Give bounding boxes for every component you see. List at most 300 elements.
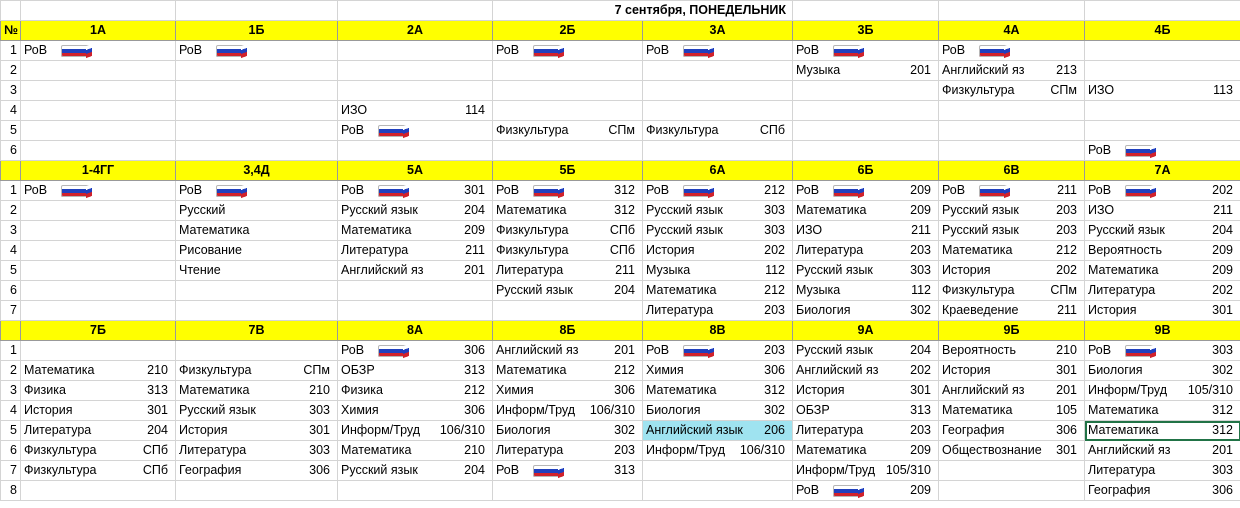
lesson-cell[interactable] <box>338 181 493 201</box>
lesson-number[interactable]: 6 <box>1 441 21 461</box>
lesson-content <box>942 421 1081 440</box>
lesson-cell[interactable] <box>939 481 1085 501</box>
lesson-cell[interactable] <box>793 361 939 381</box>
lesson-cell[interactable] <box>643 61 793 81</box>
subject-name: Химия <box>341 403 379 417</box>
lesson-cell[interactable] <box>338 201 493 221</box>
lesson-cell[interactable] <box>176 101 338 121</box>
lesson-cell[interactable] <box>793 141 939 161</box>
lesson-cell[interactable] <box>21 181 176 201</box>
lesson-content <box>24 181 172 200</box>
subject-name: Литература <box>646 303 714 317</box>
lesson-cell[interactable] <box>21 381 176 401</box>
subject-name: РоВ <box>341 183 365 197</box>
lesson-cell[interactable] <box>21 341 176 361</box>
lesson-cell[interactable] <box>493 61 643 81</box>
lesson-cell[interactable] <box>493 341 643 361</box>
lesson-cell[interactable] <box>338 301 493 321</box>
cell[interactable] <box>939 1 1085 21</box>
lesson-cell[interactable] <box>176 481 338 501</box>
lesson-cell[interactable] <box>793 341 939 361</box>
class-header-1[interactable]: 1-4ГГ <box>21 161 176 181</box>
lesson-cell[interactable] <box>939 381 1085 401</box>
room-number: 313 <box>147 383 168 397</box>
class-header-4[interactable]: 8Б <box>493 321 643 341</box>
lesson-cell[interactable] <box>21 61 176 81</box>
class-header-6[interactable]: 6Б <box>793 161 939 181</box>
lesson-cell[interactable] <box>21 461 176 481</box>
lesson-cell[interactable] <box>338 221 493 241</box>
lesson-cell[interactable] <box>939 121 1085 141</box>
lesson-cell[interactable] <box>176 201 338 221</box>
lesson-cell[interactable] <box>176 81 338 101</box>
lesson-cell[interactable] <box>939 41 1085 61</box>
lesson-cell[interactable] <box>939 141 1085 161</box>
lesson-cell[interactable] <box>1085 241 1240 261</box>
lesson-cell[interactable] <box>176 141 338 161</box>
lesson-cell[interactable] <box>176 121 338 141</box>
row-number-header[interactable]: № <box>1 21 21 41</box>
lesson-cell[interactable] <box>21 301 176 321</box>
lesson-cell[interactable] <box>1085 261 1240 281</box>
lesson-cell[interactable] <box>643 81 793 101</box>
lesson-content <box>179 41 334 60</box>
lesson-number[interactable]: 6 <box>1 141 21 161</box>
room-number: 203 <box>1056 223 1077 237</box>
lesson-cell[interactable] <box>21 141 176 161</box>
lesson-cell[interactable] <box>1085 221 1240 241</box>
subject-name: Математика <box>179 383 250 397</box>
lesson-cell[interactable] <box>338 41 493 61</box>
room-number: 306 <box>1056 423 1077 437</box>
lesson-cell[interactable] <box>939 221 1085 241</box>
room-number: 301 <box>464 183 485 197</box>
lesson-content <box>646 281 789 300</box>
subject-name: Информ/Труд <box>1088 383 1168 397</box>
room-number: 306 <box>1212 483 1233 497</box>
room-number: 204 <box>910 343 931 357</box>
lesson-cell[interactable] <box>493 81 643 101</box>
lesson-cell[interactable] <box>493 221 643 241</box>
class-header-5[interactable]: 8В <box>643 321 793 341</box>
subject-name: География <box>179 463 242 477</box>
room-number: 206 <box>764 423 785 437</box>
lesson-content <box>341 201 489 220</box>
lesson-cell[interactable] <box>793 201 939 221</box>
lesson-cell[interactable] <box>338 281 493 301</box>
lesson-cell[interactable] <box>939 301 1085 321</box>
class-header-1[interactable]: 7Б <box>21 321 176 341</box>
lesson-cell[interactable] <box>793 181 939 201</box>
lesson-cell[interactable] <box>939 441 1085 461</box>
lesson-row <box>1 361 1240 381</box>
lesson-cell[interactable] <box>338 361 493 381</box>
lesson-cell[interactable] <box>338 421 493 441</box>
class-header-2[interactable]: 3,4Д <box>176 161 338 181</box>
lesson-cell[interactable] <box>643 341 793 361</box>
lesson-cell[interactable] <box>793 401 939 421</box>
lesson-cell[interactable] <box>176 461 338 481</box>
lesson-cell[interactable] <box>21 101 176 121</box>
russian-flag-icon <box>216 45 246 57</box>
lesson-cell[interactable] <box>643 461 793 481</box>
lesson-cell[interactable] <box>338 401 493 421</box>
lesson-cell[interactable] <box>493 241 643 261</box>
lesson-cell[interactable] <box>1085 361 1240 381</box>
lesson-number[interactable]: 3 <box>1 381 21 401</box>
room-number: 209 <box>910 183 931 197</box>
lesson-cell[interactable] <box>939 361 1085 381</box>
lesson-cell[interactable] <box>493 141 643 161</box>
lesson-cell[interactable] <box>939 421 1085 441</box>
lesson-cell[interactable] <box>176 261 338 281</box>
lesson-cell[interactable] <box>793 121 939 141</box>
russian-flag-icon <box>683 45 713 57</box>
class-header-5[interactable]: 6А <box>643 161 793 181</box>
lesson-content <box>24 41 172 60</box>
lesson-number[interactable]: 7 <box>1 461 21 481</box>
class-header-3[interactable]: 8А <box>338 321 493 341</box>
lesson-cell[interactable] <box>793 81 939 101</box>
room-number: 313 <box>464 363 485 377</box>
lesson-cell[interactable] <box>493 121 643 141</box>
lesson-cell[interactable] <box>21 361 176 381</box>
lesson-cell[interactable] <box>1085 81 1240 101</box>
lesson-content <box>179 421 334 440</box>
lesson-cell[interactable] <box>643 241 793 261</box>
lesson-cell[interactable] <box>493 461 643 481</box>
lesson-cell[interactable] <box>493 481 643 501</box>
class-header-7[interactable]: 6В <box>939 161 1085 181</box>
class-header-5[interactable]: 3А <box>643 21 793 41</box>
room-number: 209 <box>464 223 485 237</box>
lesson-number[interactable]: 6 <box>1 281 21 301</box>
lesson-cell[interactable] <box>338 81 493 101</box>
lesson-cell[interactable] <box>939 401 1085 421</box>
page-title[interactable]: 7 сентября, ПОНЕДЕЛЬНИК <box>493 1 793 21</box>
lesson-cell[interactable] <box>21 281 176 301</box>
room-number: 204 <box>464 463 485 477</box>
lesson-row <box>1 41 1240 61</box>
lesson-cell[interactable] <box>1085 461 1240 481</box>
subject-name: История <box>942 263 991 277</box>
cell[interactable] <box>176 1 338 21</box>
room-number: 202 <box>764 243 785 257</box>
lesson-cell[interactable] <box>338 101 493 121</box>
room-number: 211 <box>1213 203 1233 217</box>
lesson-cell[interactable] <box>338 121 493 141</box>
lesson-content <box>341 241 489 260</box>
lesson-cell[interactable] <box>1085 281 1240 301</box>
lesson-cell[interactable] <box>643 221 793 241</box>
subject-name: Физика <box>341 383 383 397</box>
lesson-cell[interactable] <box>21 421 176 441</box>
room-number: 313 <box>614 463 635 477</box>
class-header-3[interactable]: 2А <box>338 21 493 41</box>
lesson-cell[interactable] <box>643 281 793 301</box>
room-number: 301 <box>1056 363 1077 377</box>
row-number-header[interactable] <box>1 321 21 341</box>
room-number: 301 <box>309 423 330 437</box>
lesson-cell[interactable] <box>493 101 643 121</box>
lesson-cell[interactable] <box>939 341 1085 361</box>
lesson-cell[interactable] <box>1085 421 1240 441</box>
lesson-cell[interactable] <box>176 421 338 441</box>
lesson-cell[interactable] <box>176 181 338 201</box>
lesson-cell[interactable] <box>21 221 176 241</box>
lesson-cell[interactable] <box>493 401 643 421</box>
room-number: 203 <box>910 243 931 257</box>
lesson-cell[interactable] <box>176 281 338 301</box>
lesson-cell[interactable] <box>643 181 793 201</box>
lesson-cell[interactable] <box>643 201 793 221</box>
class-header-8[interactable]: 9В <box>1085 321 1240 341</box>
subject-name: Русский язык <box>341 463 418 477</box>
lesson-cell[interactable] <box>493 201 643 221</box>
room-number: 201 <box>910 63 931 77</box>
lesson-cell[interactable] <box>493 281 643 301</box>
lesson-cell[interactable] <box>493 361 643 381</box>
lesson-cell[interactable] <box>939 461 1085 481</box>
lesson-cell[interactable] <box>493 41 643 61</box>
lesson-cell[interactable] <box>1085 381 1240 401</box>
lesson-cell[interactable] <box>793 301 939 321</box>
lesson-cell[interactable] <box>939 201 1085 221</box>
lesson-content <box>341 441 489 460</box>
subject-name: Информ/Труд <box>796 463 876 477</box>
lesson-cell[interactable] <box>939 181 1085 201</box>
lesson-cell[interactable] <box>643 361 793 381</box>
lesson-cell[interactable] <box>643 41 793 61</box>
lesson-cell[interactable] <box>793 381 939 401</box>
lesson-content <box>496 241 639 260</box>
class-header-6[interactable]: 9А <box>793 321 939 341</box>
lesson-number[interactable]: 1 <box>1 181 21 201</box>
lesson-cell[interactable] <box>643 101 793 121</box>
lesson-number[interactable]: 2 <box>1 61 21 81</box>
lesson-cell[interactable] <box>1085 41 1240 61</box>
lesson-cell[interactable] <box>643 421 793 441</box>
class-header-6[interactable]: 3Б <box>793 21 939 41</box>
lesson-cell[interactable] <box>21 441 176 461</box>
lesson-number[interactable]: 4 <box>1 101 21 121</box>
lesson-number[interactable]: 5 <box>1 261 21 281</box>
subject-name: Математика <box>341 443 412 457</box>
lesson-cell[interactable] <box>793 441 939 461</box>
room-number: 105 <box>1056 403 1077 417</box>
class-header-7[interactable]: 4А <box>939 21 1085 41</box>
lesson-content <box>1088 481 1237 500</box>
lesson-cell[interactable] <box>338 61 493 81</box>
lesson-cell[interactable] <box>643 121 793 141</box>
lesson-content <box>796 361 935 380</box>
row-number-header[interactable] <box>1 161 21 181</box>
lesson-cell[interactable] <box>176 241 338 261</box>
lesson-content <box>1088 181 1237 200</box>
class-header-3[interactable]: 5А <box>338 161 493 181</box>
lesson-cell[interactable] <box>793 281 939 301</box>
lesson-cell[interactable] <box>21 81 176 101</box>
class-header-1[interactable]: 1А <box>21 21 176 41</box>
subject-name: Литература <box>179 443 247 457</box>
lesson-content <box>341 401 489 420</box>
lesson-cell[interactable] <box>939 241 1085 261</box>
room-number: 213 <box>1056 63 1077 77</box>
lesson-cell[interactable] <box>1085 301 1240 321</box>
lesson-cell[interactable] <box>21 401 176 421</box>
lesson-cell[interactable] <box>21 41 176 61</box>
lesson-content <box>496 201 639 220</box>
room-number: 211 <box>1057 183 1077 197</box>
class-header-4[interactable]: 2Б <box>493 21 643 41</box>
class-header-7[interactable]: 9Б <box>939 321 1085 341</box>
lesson-cell[interactable] <box>1085 341 1240 361</box>
lesson-number[interactable]: 1 <box>1 341 21 361</box>
lesson-cell[interactable] <box>793 261 939 281</box>
lesson-cell[interactable] <box>338 461 493 481</box>
lesson-cell[interactable] <box>1085 481 1240 501</box>
lesson-cell[interactable] <box>21 481 176 501</box>
lesson-number[interactable]: 2 <box>1 201 21 221</box>
lesson-cell[interactable] <box>793 421 939 441</box>
lesson-cell[interactable] <box>939 101 1085 121</box>
subject-name: РоВ <box>1088 183 1112 197</box>
lesson-number[interactable]: 5 <box>1 121 21 141</box>
lesson-cell[interactable] <box>176 41 338 61</box>
room-number: 312 <box>764 383 785 397</box>
lesson-cell[interactable] <box>939 61 1085 81</box>
lesson-cell[interactable] <box>176 381 338 401</box>
lesson-cell[interactable] <box>1085 441 1240 461</box>
lesson-number[interactable]: 4 <box>1 401 21 421</box>
lesson-cell[interactable] <box>643 481 793 501</box>
lesson-cell[interactable] <box>939 81 1085 101</box>
lesson-cell[interactable] <box>338 341 493 361</box>
lesson-cell[interactable] <box>176 361 338 381</box>
room-number: 211 <box>911 223 931 237</box>
room-number: 302 <box>764 403 785 417</box>
lesson-number[interactable]: 1 <box>1 41 21 61</box>
class-header-8[interactable]: 4Б <box>1085 21 1240 41</box>
lesson-number[interactable]: 3 <box>1 81 21 101</box>
lesson-cell[interactable] <box>176 441 338 461</box>
lesson-cell[interactable] <box>338 261 493 281</box>
lesson-cell[interactable] <box>176 341 338 361</box>
lesson-cell[interactable] <box>793 101 939 121</box>
lesson-cell[interactable] <box>1085 121 1240 141</box>
subject-name: Физкультура <box>179 363 252 377</box>
subject-name: Физкультура <box>496 243 569 257</box>
lesson-cell[interactable] <box>643 301 793 321</box>
lesson-number[interactable]: 8 <box>1 481 21 501</box>
lesson-cell[interactable] <box>21 241 176 261</box>
lesson-cell[interactable] <box>793 481 939 501</box>
room-number: 202 <box>1056 263 1077 277</box>
lesson-cell[interactable] <box>793 221 939 241</box>
lesson-cell[interactable] <box>338 241 493 261</box>
lesson-cell[interactable] <box>643 441 793 461</box>
lesson-cell[interactable] <box>338 481 493 501</box>
lesson-number[interactable]: 2 <box>1 361 21 381</box>
cell[interactable] <box>1 1 21 21</box>
lesson-cell[interactable] <box>793 41 939 61</box>
lesson-cell[interactable] <box>176 221 338 241</box>
subject-name: Литература <box>496 263 564 277</box>
lesson-number[interactable]: 5 <box>1 421 21 441</box>
lesson-cell[interactable] <box>21 261 176 281</box>
lesson-cell[interactable] <box>643 381 793 401</box>
lesson-cell[interactable] <box>176 301 338 321</box>
subject-name: Русский <box>179 203 226 217</box>
cell[interactable] <box>1085 1 1240 21</box>
subject-name: Русский язык <box>796 343 873 357</box>
lesson-cell[interactable] <box>1085 201 1240 221</box>
lesson-cell[interactable] <box>176 61 338 81</box>
lesson-cell[interactable] <box>493 181 643 201</box>
lesson-content <box>796 401 935 420</box>
lesson-cell[interactable] <box>493 261 643 281</box>
lesson-cell[interactable] <box>493 441 643 461</box>
lesson-cell[interactable] <box>643 261 793 281</box>
class-header-2[interactable]: 1Б <box>176 21 338 41</box>
lesson-cell[interactable] <box>493 301 643 321</box>
subject-name: РоВ <box>646 183 670 197</box>
lesson-cell[interactable] <box>493 381 643 401</box>
lesson-cell[interactable] <box>493 421 643 441</box>
russian-flag-icon <box>1125 145 1155 157</box>
lesson-cell[interactable] <box>793 461 939 481</box>
subject-name: Математика <box>496 363 567 377</box>
class-header-2[interactable]: 7В <box>176 321 338 341</box>
russian-flag-icon <box>533 185 563 197</box>
lesson-number[interactable]: 3 <box>1 221 21 241</box>
subject-name: Физкультура <box>24 463 97 477</box>
subject-name: РоВ <box>796 43 820 57</box>
lesson-cell[interactable] <box>21 201 176 221</box>
lesson-cell[interactable] <box>939 261 1085 281</box>
lesson-cell[interactable] <box>176 401 338 421</box>
lesson-cell[interactable] <box>793 61 939 81</box>
cell[interactable] <box>793 1 939 21</box>
room-number: 312 <box>1212 423 1233 437</box>
title-row <box>1 1 1240 21</box>
lesson-cell[interactable] <box>793 241 939 261</box>
lesson-number[interactable]: 7 <box>1 301 21 321</box>
lesson-cell[interactable] <box>338 441 493 461</box>
class-header-4[interactable]: 5Б <box>493 161 643 181</box>
room-number: 201 <box>614 343 635 357</box>
lesson-cell[interactable] <box>1085 141 1240 161</box>
class-header-8[interactable]: 7А <box>1085 161 1240 181</box>
lesson-cell[interactable] <box>21 121 176 141</box>
lesson-cell[interactable] <box>939 281 1085 301</box>
lesson-number[interactable]: 4 <box>1 241 21 261</box>
cell[interactable] <box>21 1 176 21</box>
room-number: 202 <box>910 363 931 377</box>
lesson-cell[interactable] <box>1085 101 1240 121</box>
lesson-cell[interactable] <box>1085 61 1240 81</box>
subject-name: Литература <box>796 423 864 437</box>
lesson-cell[interactable] <box>643 401 793 421</box>
lesson-content <box>942 81 1081 100</box>
lesson-cell[interactable] <box>1085 401 1240 421</box>
lesson-content <box>496 441 639 460</box>
lesson-cell[interactable] <box>338 381 493 401</box>
lesson-cell[interactable] <box>338 141 493 161</box>
cell[interactable] <box>338 1 493 21</box>
lesson-cell[interactable] <box>1085 181 1240 201</box>
lesson-cell[interactable] <box>643 141 793 161</box>
